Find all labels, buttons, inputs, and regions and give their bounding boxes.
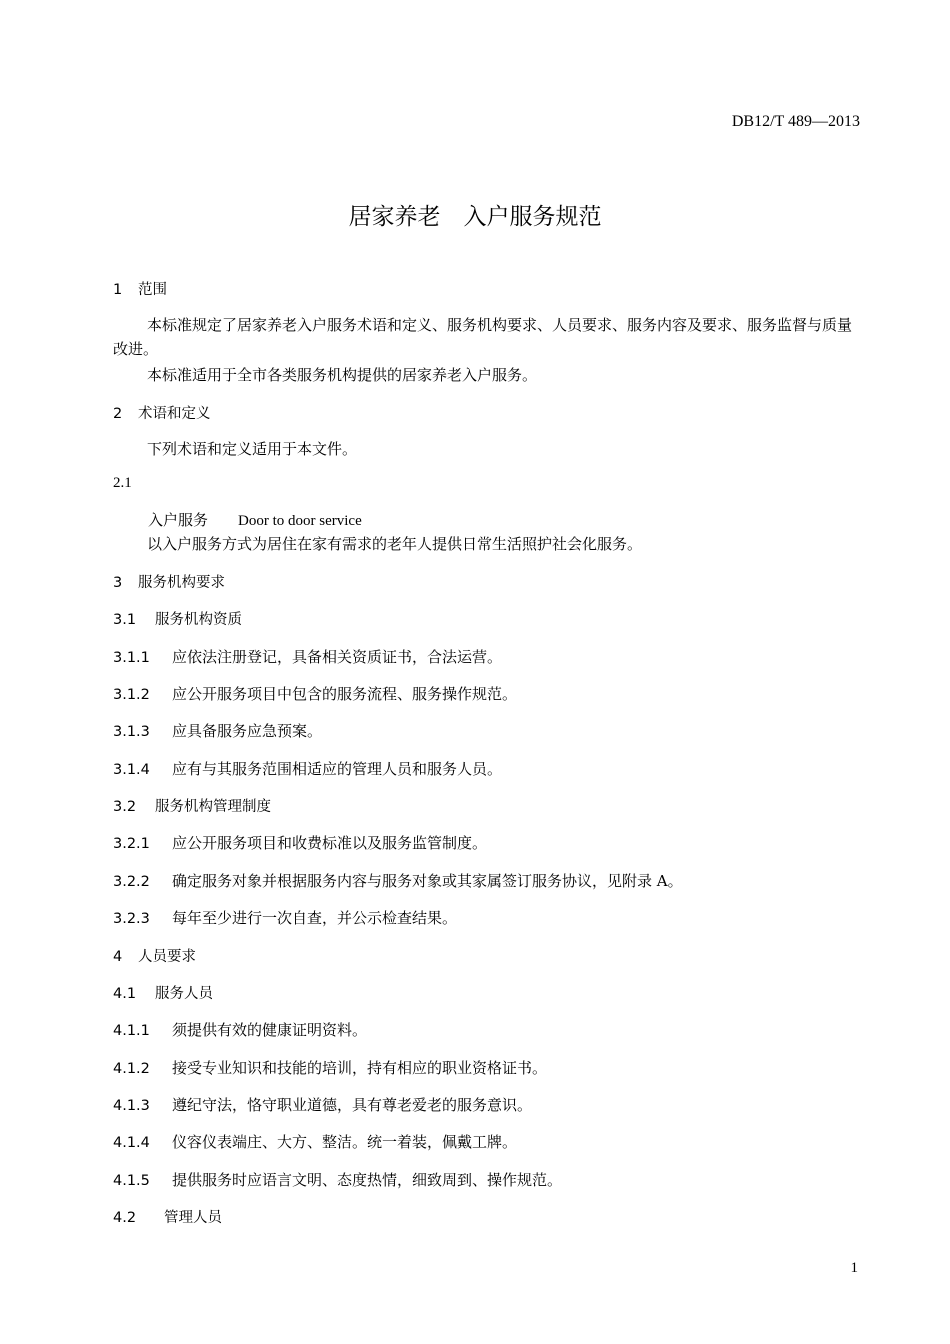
subsection-heading-3-1: 3.1 服务机构资质 — [113, 612, 242, 628]
subsection-heading-3-2: 3.2 服务机构管理制度 — [113, 799, 271, 815]
paragraph-scope-1: 本标准规定了居家养老入户服务术语和定义、服务机构要求、人员要求、服务内容及要求、服务监督与质量改进。 — [113, 316, 853, 358]
term-chinese: 入户服务 — [148, 511, 209, 529]
clause-3-2-3: 3.2.3 每年至少进行一次自查，并公示检查结果。 — [113, 909, 458, 927]
term-english: Door to door service — [238, 513, 362, 529]
section-heading-3: 3 服务机构要求 — [113, 575, 225, 591]
clause-3-1-3: 3.1.3 应具备服务应急预案。 — [113, 722, 323, 740]
term-number: 2.1 — [113, 475, 132, 491]
clause-4-1-3: 4.1.3 遵纪守法，恪守职业道德，具有尊老爱老的服务意识。 — [113, 1096, 533, 1114]
subsection-heading-4-1: 4.1 服务人员 — [113, 986, 213, 1002]
clause-3-1-4: 3.1.4 应有与其服务范围相适应的管理人员和服务人员。 — [113, 760, 503, 778]
paragraph-scope-2: 本标准适用于全市各类服务机构提供的居家养老入户服务。 — [147, 366, 538, 384]
clause-3-2-2: 3.2.2 确定服务对象并根据服务内容与服务对象或其家属签订服务协议，见附录 A。 — [113, 872, 683, 890]
document-title: 居家养老 入户服务规范 — [348, 204, 602, 230]
section-heading-2: 2 术语和定义 — [113, 406, 211, 422]
section-heading-4: 4 人员要求 — [113, 949, 196, 965]
clause-3-1-1: 3.1.1 应依法注册登记，具备相关资质证书，合法运营。 — [113, 648, 503, 666]
term-definition: 以入户服务方式为居住在家有需求的老年人提供日常生活照护社会化服务。 — [147, 535, 643, 553]
paragraph-terms: 下列术语和定义适用于本文件。 — [147, 440, 358, 458]
clause-3-1-2: 3.1.2 应公开服务项目中包含的服务流程、服务操作规范。 — [113, 685, 518, 703]
term-entry — [148, 509, 362, 530]
clause-4-1-1: 4.1.1 须提供有效的健康证明资料。 — [113, 1021, 368, 1039]
clause-3-2-1: 3.2.1 应公开服务项目和收费标准以及服务监管制度。 — [113, 834, 488, 852]
standard-number: DB12/T 489—2013 — [731, 113, 860, 130]
section-heading-1: 1 范围 — [113, 282, 167, 298]
clause-4-1-2: 4.1.2 接受专业知识和技能的培训，持有相应的职业资格证书。 — [113, 1059, 548, 1077]
page-number: 1 — [850, 1260, 858, 1276]
clause-4-1-4: 4.1.4 仪容仪表端庄、大方、整洁。统一着装，佩戴工牌。 — [113, 1133, 518, 1151]
clause-4-1-5: 4.1.5 提供服务时应语言文明、态度热情，细致周到、操作规范。 — [113, 1171, 563, 1189]
subsection-heading-4-2: 4.2 管理人员 — [113, 1210, 222, 1226]
